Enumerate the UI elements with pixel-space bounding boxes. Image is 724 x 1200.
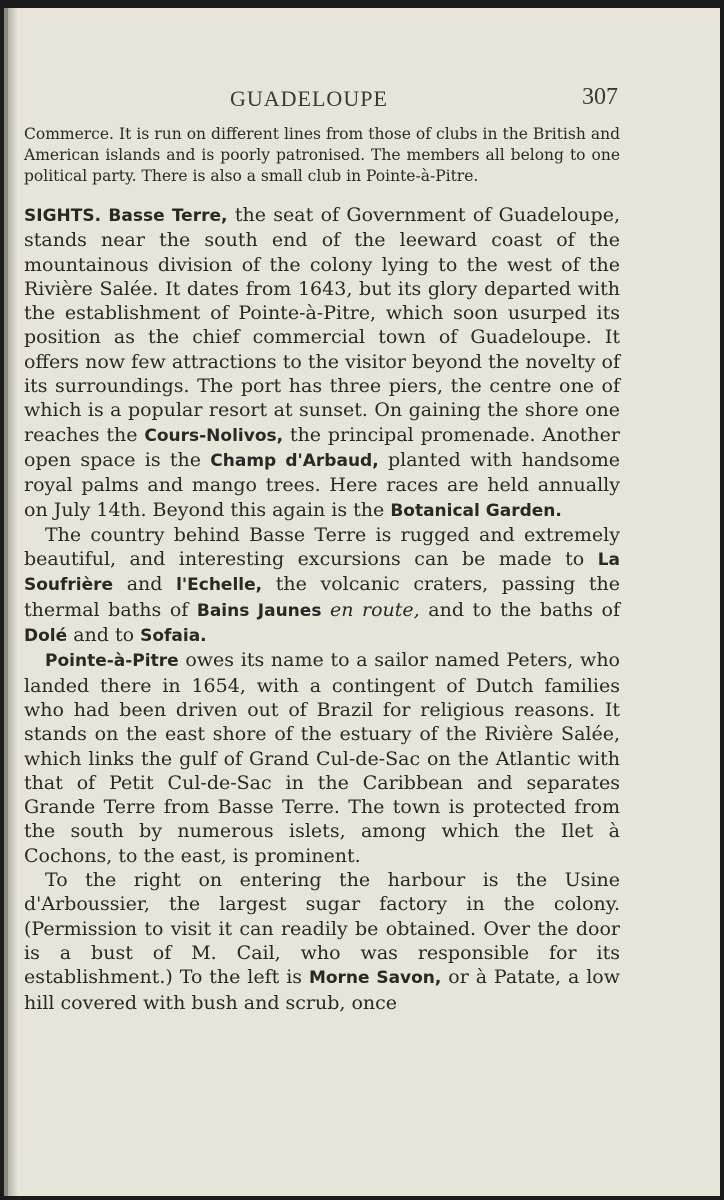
- text-span: and: [113, 573, 177, 596]
- text-span: the seat of Government of Guadeloupe, stands near the south end of the leeward coast of the mountainous division of the colony lying to the west of the Rivière Salée. It dates from 1643, but its glory departed with the establishment of Pointe-à-Pitre, which soon usurped its position as the chief commercial town of Guadeloupe. It offers now few attractions to the visitor beyond the novelty of its surroundings. The port has three piers, the centre one of which is a popular resort at sunset. On gaining the shore one reaches the: [24, 204, 620, 446]
- place-pointe-a-pitre: Pointe-à-Pitre: [45, 651, 179, 672]
- page-body: [24, 124, 620, 1015]
- place-bains-jaunes: Bains Jaunes: [196, 600, 322, 621]
- text-span: and to the baths of: [419, 598, 620, 621]
- text-span: [321, 599, 330, 621]
- place-sofaia: Sofaia.: [140, 626, 207, 647]
- text-span: To the right on entering the harbour is the Usine d'Arboussier, the largest sugar factory in the colony. (Permission to visit it can readily be obtained. Over the door is a bust of M. Cail, who was responsible for its establishment.) To the left is: [24, 869, 620, 989]
- place-botanical-garden: Botanical Garden.: [390, 500, 562, 521]
- text-span: The country behind Basse Terre is rugged and extremely beautiful, and interesting excursions can be made to: [24, 523, 620, 571]
- place-champ-darbaud: Champ d'Arbaud,: [210, 450, 379, 471]
- book-page: [4, 8, 720, 1196]
- place-morne-savon: Morne Savon,: [308, 968, 442, 989]
- lead-paragraph: Commerce. It is run on different lines from those of clubs in the British and American islands and is poorly patronised. The members all belong to one political party. There is also a small club in Pointe-à-Pitre.: [24, 125, 620, 185]
- place-la-soufriere: La Soufrière: [24, 550, 620, 596]
- text-span: planted with handsome royal palms and mango trees. Here races are held annually on July 14th. Beyond this again is the: [24, 448, 621, 521]
- place-cours-nolivos: Cours-Nolivos,: [144, 425, 284, 446]
- italic-en-route: en route,: [330, 598, 420, 621]
- running-title: GUADELOUPE: [230, 86, 388, 111]
- place-basse-terre: Basse Terre,: [108, 206, 228, 226]
- page-header: [8, 78, 720, 118]
- text-span: or à Patate, a low hill covered with bush and scrub, once: [24, 966, 620, 1014]
- text-span: and to: [67, 624, 141, 647]
- text-span: the volcanic craters, passing the thermal baths of: [24, 573, 621, 621]
- text-span: owes its name to a sailor named Peters, who landed there in 1654, with a contingent of Dutch families who had been driven out of Brazil for religious reasons. It stands on the east shore of the estuary of the Rivière Salée, which links the gulf of Grand Cul-de-Sac on the Atlantic with that of Petit Cul-de-Sac in the Caribbean and separates Grande Terre from Basse Terre. The town is protected from the south by numerous islets, among which the Ilet à Cochons, to the east, is prominent.: [24, 649, 620, 867]
- sights-paragraph-basse-terre: [24, 203, 620, 523]
- sights-paragraph-pointe-a-pitre: [24, 648, 620, 868]
- page-gutter: [8, 8, 18, 1196]
- place-dole: Dolé: [24, 626, 68, 647]
- sights-paragraph-excursions: [24, 523, 620, 648]
- sights-paragraph-harbour: [24, 868, 620, 1015]
- text-span: the principal promenade. Another open space is the: [24, 423, 620, 471]
- place-lechelle: l'Echelle,: [176, 575, 263, 596]
- sights-heading: SIGHTS.: [24, 206, 102, 226]
- page-number: 307: [582, 84, 618, 110]
